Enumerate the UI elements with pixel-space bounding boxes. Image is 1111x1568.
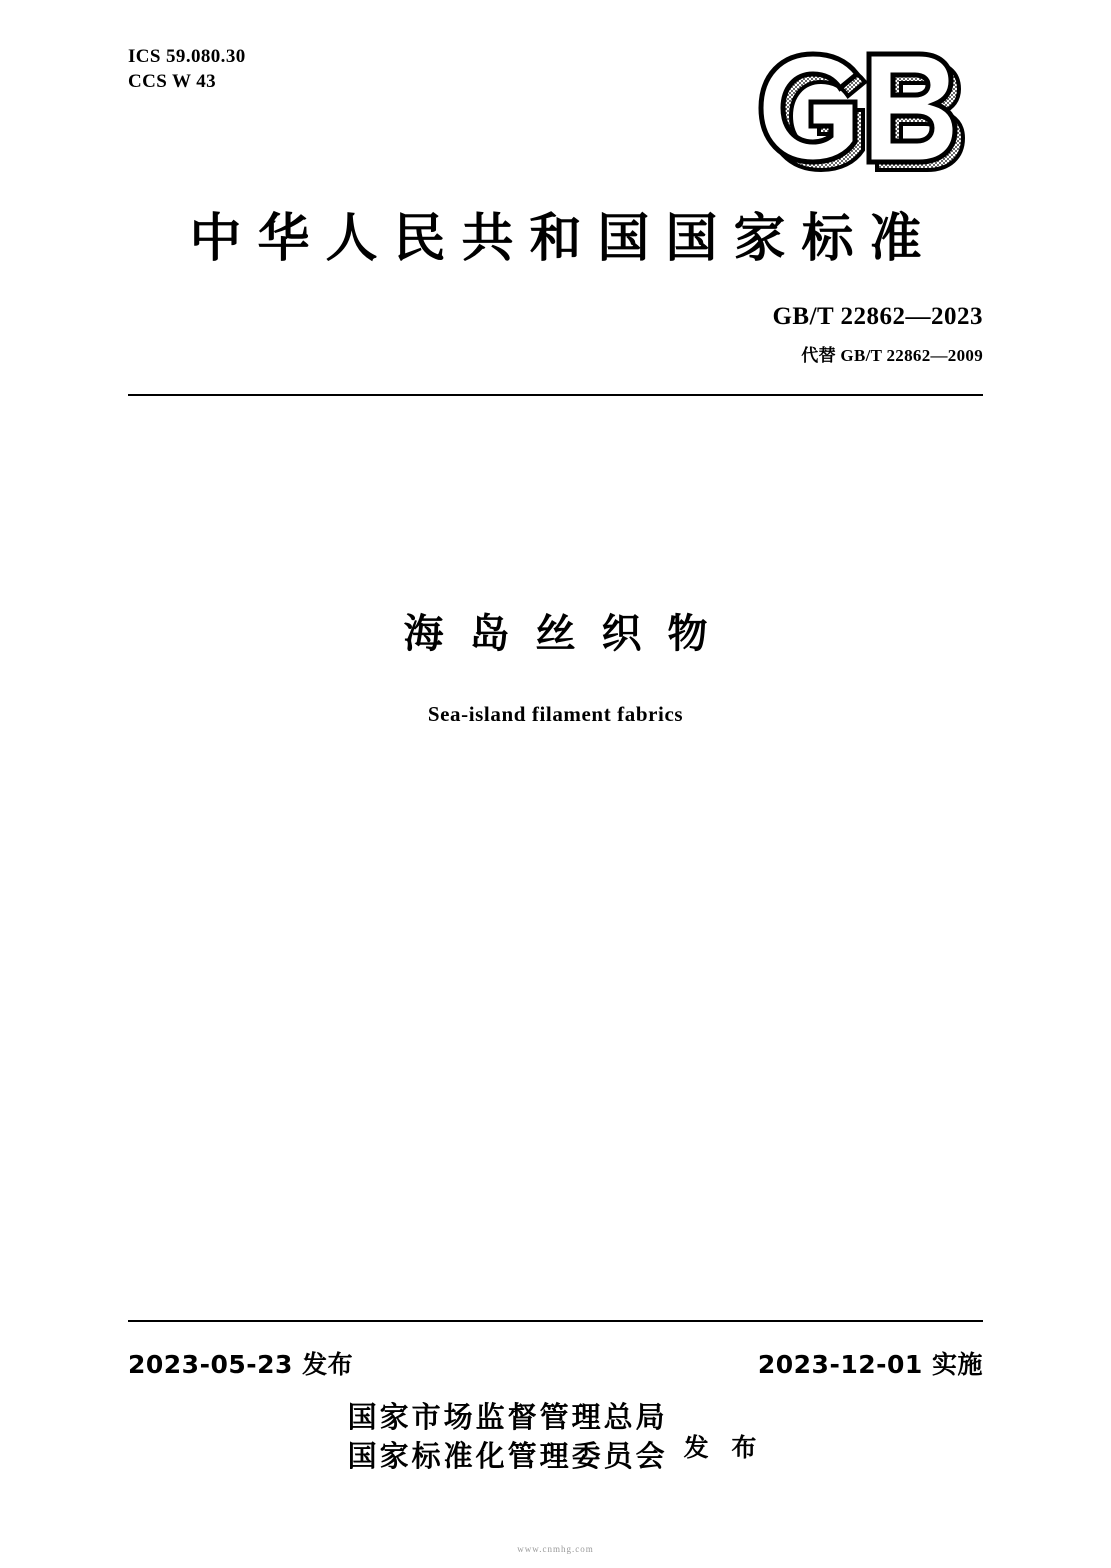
implementation-date: 2023-12-01 实施 [757, 1350, 983, 1379]
publisher-line-2: 国家标准化管理委员会 [347, 1438, 668, 1473]
publisher-names [348, 1398, 668, 1475]
divider-top [128, 394, 983, 396]
document-title-english: Sea-island filament fabrics [427, 702, 684, 726]
national-standard-title: 中华人民共和国国家标准 [189, 209, 938, 269]
document-title-chinese: 海岛丝织物 [403, 611, 734, 657]
gb-emblem-icon [753, 48, 983, 173]
divider-bottom [128, 1320, 983, 1322]
publisher-line-1: 国家市场监督管理总局 [347, 1400, 668, 1434]
publisher-verb: 发 布 [683, 1432, 764, 1462]
footer-watermark-url: www.cnmhg.com [517, 1544, 594, 1554]
standard-number: GB/T 22862—2023 [772, 303, 983, 330]
issue-date: 2023-05-23 发布 [128, 1350, 354, 1379]
classification-codes [128, 44, 246, 94]
ics-code: ICS 59.080.30 [128, 46, 246, 67]
ccs-code: CCS W 43 [128, 71, 217, 93]
publisher-block [0, 1398, 1111, 1475]
standard-replaces: 代替 GB/T 22862—2009 [801, 346, 983, 365]
